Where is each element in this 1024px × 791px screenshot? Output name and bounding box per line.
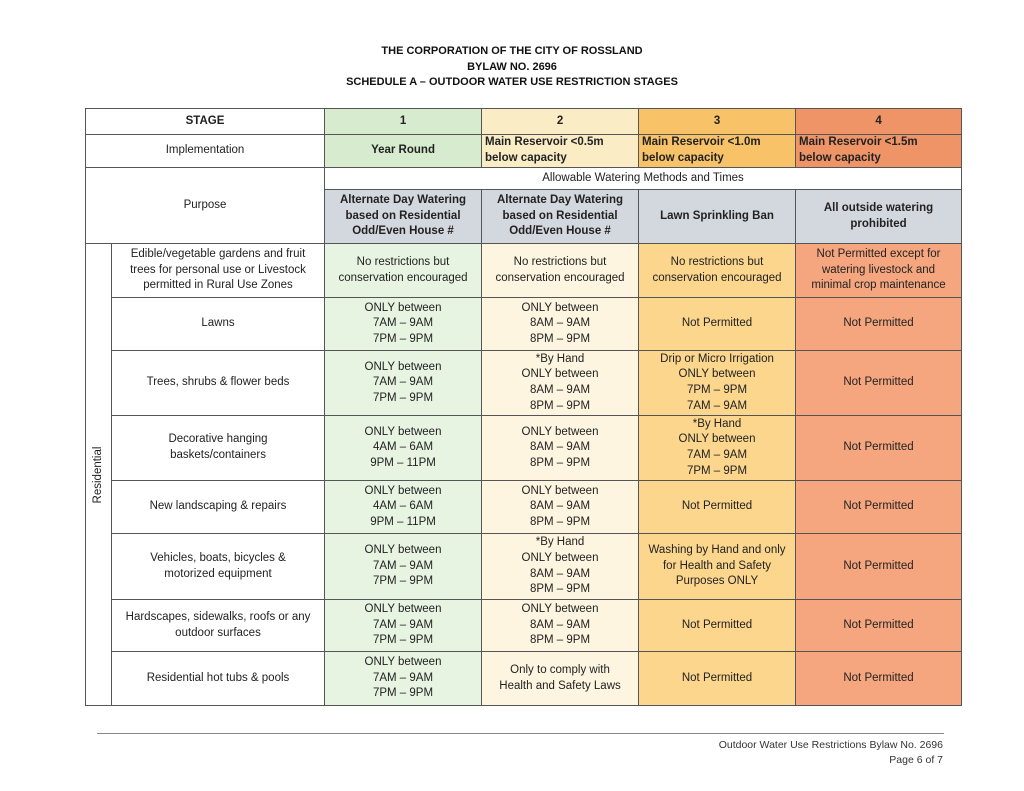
cell-line: Purposes ONLY bbox=[675, 575, 759, 588]
cell-line: 7AM – 9AM bbox=[372, 559, 434, 572]
cell-line: Not Permitted bbox=[843, 500, 914, 513]
row-label-line: Residential hot tubs & pools bbox=[146, 671, 290, 684]
implementation-row bbox=[86, 135, 962, 168]
row-label-line: Lawns bbox=[201, 317, 235, 330]
implementation-stage-4-line: below capacity bbox=[799, 152, 881, 164]
purpose-stage-4-line: All outside watering bbox=[823, 201, 934, 214]
cell-line: ONLY between bbox=[678, 368, 756, 381]
cell-line: 8AM – 9AM bbox=[529, 618, 591, 631]
cell-line: ONLY between bbox=[678, 433, 756, 446]
cell-line: ONLY between bbox=[521, 301, 599, 314]
table-row bbox=[86, 481, 962, 534]
cell-line: 8AM – 9AM bbox=[529, 500, 591, 513]
cell-line: 7PM – 9PM bbox=[686, 384, 748, 396]
cell-line: ONLY between bbox=[521, 484, 599, 497]
row-label bbox=[112, 416, 325, 481]
purpose-stage-1 bbox=[325, 190, 482, 244]
implementation-label: Implementation bbox=[86, 135, 325, 168]
residential-group-label: Residential bbox=[91, 446, 104, 503]
cell-line: ONLY between bbox=[364, 425, 442, 438]
cell-line: 8AM – 9AM bbox=[529, 441, 591, 454]
stage-3-cell bbox=[639, 244, 796, 298]
footer-title: Outdoor Water Use Restrictions Bylaw No. 2696 bbox=[718, 739, 943, 751]
cell-line: No restrictions but bbox=[670, 255, 764, 268]
stage-row bbox=[86, 109, 962, 135]
implementation-stage-3-line: Main Reservoir <1.0m bbox=[642, 136, 761, 149]
cell-line: ONLY between bbox=[364, 656, 442, 669]
stage-1-cell bbox=[325, 351, 482, 416]
cell-line: 8AM – 9AM bbox=[529, 384, 591, 396]
cell-line: *By Hand bbox=[535, 352, 585, 365]
cell-line: for Health and Safety bbox=[662, 559, 772, 572]
stage-4-header: 4 bbox=[796, 109, 962, 135]
cell-line: 8PM – 9PM bbox=[529, 332, 591, 345]
cell-line: Health and Safety Laws bbox=[499, 679, 621, 692]
stage-2-header: 2 bbox=[482, 109, 639, 135]
cell-line: 7AM – 9AM bbox=[686, 399, 748, 412]
implementation-stage-4 bbox=[796, 135, 962, 168]
cell-line: Not Permitted bbox=[681, 618, 753, 631]
cell-line: 4AM – 6AM bbox=[372, 500, 434, 513]
stage-3-cell bbox=[639, 534, 796, 600]
stage-2-cell bbox=[482, 600, 639, 652]
row-label bbox=[112, 481, 325, 534]
cell-line: 7AM – 9AM bbox=[372, 671, 434, 684]
cell-line: minimal crop maintenance bbox=[811, 279, 946, 292]
row-label-line: trees for personal use or Livestock bbox=[130, 263, 306, 276]
row-label-line: outdoor surfaces bbox=[175, 626, 261, 639]
cell-line: 7PM – 9PM bbox=[372, 575, 434, 588]
stage-4-cell bbox=[796, 416, 962, 481]
cell-line: conservation encouraged bbox=[338, 271, 468, 284]
cell-line: 7AM – 9AM bbox=[686, 449, 748, 461]
cell-line: 8AM – 9AM bbox=[529, 317, 591, 330]
cell-line: ONLY between bbox=[521, 425, 599, 438]
stage-label: STAGE bbox=[86, 109, 325, 135]
row-label bbox=[112, 534, 325, 600]
cell-line: ONLY between bbox=[521, 551, 599, 564]
restriction-stages-table bbox=[85, 108, 962, 706]
stage-4-cell bbox=[796, 244, 962, 298]
stage-2-cell bbox=[482, 298, 639, 351]
stage-2-cell bbox=[482, 481, 639, 534]
stage-3-cell bbox=[639, 298, 796, 351]
purpose-stage-1-line: based on Residential bbox=[345, 209, 461, 222]
footer-divider bbox=[97, 733, 944, 734]
row-label-line: New landscaping & repairs bbox=[149, 500, 287, 513]
row-label-line: Vehicles, boats, bicycles & bbox=[150, 551, 286, 564]
table-row bbox=[86, 652, 962, 706]
cell-line: Only to comply with bbox=[510, 663, 610, 676]
cell-line: Not Permitted bbox=[843, 618, 914, 631]
implementation-stage-1: Year Round bbox=[325, 135, 482, 168]
stage-1-header: 1 bbox=[325, 109, 482, 135]
cell-line: Not Permitted except for bbox=[816, 248, 941, 261]
footer-page-number: Page 6 of 7 bbox=[889, 754, 943, 766]
cell-line: 7PM – 9PM bbox=[372, 332, 434, 345]
stage-2-cell bbox=[482, 416, 639, 481]
stage-1-cell bbox=[325, 481, 482, 534]
cell-line: Washing by Hand and only bbox=[648, 544, 786, 557]
stage-1-cell bbox=[325, 534, 482, 600]
stage-4-cell bbox=[796, 351, 962, 416]
row-label bbox=[112, 244, 325, 298]
row-label-line: Trees, shrubs & flower beds bbox=[146, 376, 290, 389]
cell-line: 9PM – 11PM bbox=[370, 515, 436, 528]
purpose-stage-2-line: based on Residential bbox=[502, 209, 618, 222]
cell-line: 8PM – 9PM bbox=[529, 634, 591, 647]
cell-line: 8PM – 9PM bbox=[529, 515, 591, 528]
cell-line: *By Hand bbox=[535, 536, 585, 549]
table-row bbox=[86, 244, 962, 298]
cell-line: 7PM – 9PM bbox=[372, 687, 434, 700]
cell-line: ONLY between bbox=[521, 368, 599, 381]
stage-4-cell bbox=[796, 481, 962, 534]
row-label-line: motorized equipment bbox=[164, 567, 272, 580]
cell-line: 7AM – 9AM bbox=[372, 618, 434, 631]
cell-line: Not Permitted bbox=[681, 500, 753, 513]
cell-line: 7PM – 9PM bbox=[372, 391, 434, 404]
purpose-stage-4 bbox=[796, 190, 962, 244]
implementation-stage-2-line: below capacity bbox=[485, 152, 567, 164]
stage-3-cell bbox=[639, 351, 796, 416]
table-row bbox=[86, 298, 962, 351]
cell-line: 8PM – 9PM bbox=[529, 456, 591, 469]
stage-1-cell bbox=[325, 652, 482, 706]
stage-3-cell bbox=[639, 652, 796, 706]
stage-1-cell bbox=[325, 416, 482, 481]
cell-line: *By Hand bbox=[692, 417, 742, 430]
page-footer bbox=[719, 738, 943, 768]
cell-line: 4AM – 6AM bbox=[372, 441, 434, 454]
row-label-line: baskets/containers bbox=[170, 449, 266, 461]
cell-line: ONLY between bbox=[364, 484, 442, 497]
cell-line: 7AM – 9AM bbox=[372, 376, 434, 389]
purpose-stage-2-line: Alternate Day Watering bbox=[496, 194, 624, 207]
row-label bbox=[112, 652, 325, 706]
stage-3-cell bbox=[639, 416, 796, 481]
cell-line: Not Permitted bbox=[843, 559, 914, 572]
cell-line: Not Permitted bbox=[681, 317, 753, 330]
cell-line: ONLY between bbox=[364, 603, 442, 616]
purpose-stage-4-line: prohibited bbox=[850, 217, 907, 230]
row-label-line: permitted in Rural Use Zones bbox=[143, 279, 293, 292]
stage-2-cell bbox=[482, 534, 639, 600]
implementation-stage-2 bbox=[482, 135, 639, 168]
implementation-stage-3 bbox=[639, 135, 796, 168]
cell-line: conservation encouraged bbox=[495, 271, 625, 284]
table-row bbox=[86, 416, 962, 481]
cell-line: Not Permitted bbox=[843, 317, 914, 330]
cell-line: 8PM – 9PM bbox=[529, 583, 591, 596]
cell-line: 8PM – 9PM bbox=[529, 399, 591, 412]
stage-2-cell bbox=[482, 652, 639, 706]
stage-2-cell bbox=[482, 351, 639, 416]
stage-3-cell bbox=[639, 600, 796, 652]
purpose-stage-1-line: Odd/Even House # bbox=[352, 225, 454, 238]
cell-line: 7AM – 9AM bbox=[372, 317, 434, 330]
cell-line: 7PM – 9PM bbox=[372, 634, 434, 647]
table-row bbox=[86, 600, 962, 652]
stage-4-cell bbox=[796, 298, 962, 351]
cell-line: Not Permitted bbox=[681, 671, 753, 684]
purpose-banner: Allowable Watering Methods and Times bbox=[325, 168, 962, 190]
purpose-stage-1-line: Alternate Day Watering bbox=[339, 194, 467, 207]
cell-line: Not Permitted bbox=[843, 441, 914, 454]
cell-line: Not Permitted bbox=[843, 671, 914, 684]
stage-1-cell bbox=[325, 600, 482, 652]
table-body bbox=[86, 109, 962, 706]
stage-4-cell bbox=[796, 600, 962, 652]
stage-2-cell bbox=[482, 244, 639, 298]
cell-line: ONLY between bbox=[364, 360, 442, 373]
stage-1-cell bbox=[325, 298, 482, 351]
cell-line: ONLY between bbox=[521, 603, 599, 616]
stage-1-cell bbox=[325, 244, 482, 298]
cell-line: Not Permitted bbox=[843, 376, 914, 389]
row-label-line: Edible/vegetable gardens and fruit bbox=[130, 248, 306, 261]
implementation-stage-2-line: Main Reservoir <0.5m bbox=[485, 136, 604, 149]
table-row bbox=[86, 534, 962, 600]
stage-4-cell bbox=[796, 534, 962, 600]
row-label bbox=[112, 351, 325, 416]
purpose-stage-2 bbox=[482, 190, 639, 244]
table-row bbox=[86, 351, 962, 416]
cell-line: conservation encouraged bbox=[652, 271, 782, 284]
purpose-stage-3 bbox=[639, 190, 796, 244]
cell-line: 8AM – 9AM bbox=[529, 567, 591, 580]
implementation-stage-4-line: Main Reservoir <1.5m bbox=[799, 136, 918, 149]
cell-line: 7PM – 9PM bbox=[686, 464, 748, 477]
purpose-stage-2-line: Odd/Even House # bbox=[509, 225, 611, 238]
stage-3-header: 3 bbox=[639, 109, 796, 135]
implementation-stage-3-line: below capacity bbox=[642, 152, 724, 164]
cell-line: No restrictions but bbox=[356, 255, 450, 268]
header-line-3: SCHEDULE A – OUTDOOR WATER USE RESTRICTION STAGES bbox=[346, 76, 678, 88]
cell-line: Drip or Micro Irrigation bbox=[660, 352, 774, 365]
cell-line: ONLY between bbox=[364, 301, 442, 314]
row-label-line: Decorative hanging bbox=[168, 433, 268, 446]
purpose-label: Purpose bbox=[86, 168, 325, 244]
purpose-banner-row bbox=[86, 168, 962, 190]
document-header bbox=[0, 44, 1024, 91]
stage-3-cell bbox=[639, 481, 796, 534]
cell-line: ONLY between bbox=[364, 544, 442, 557]
residential-group-cell bbox=[86, 244, 112, 706]
row-label bbox=[112, 298, 325, 351]
cell-line: No restrictions but bbox=[513, 255, 607, 268]
header-line-2: BYLAW NO. 2696 bbox=[467, 60, 557, 73]
purpose-stage-3-line: Lawn Sprinkling Ban bbox=[660, 209, 774, 222]
cell-line: 9PM – 11PM bbox=[370, 456, 436, 469]
row-label bbox=[112, 600, 325, 652]
cell-line: watering livestock and bbox=[821, 263, 936, 276]
header-line-1: THE CORPORATION OF THE CITY OF ROSSLAND bbox=[381, 45, 643, 57]
row-label-line: Hardscapes, sidewalks, roofs or any bbox=[125, 610, 311, 623]
stage-4-cell bbox=[796, 652, 962, 706]
